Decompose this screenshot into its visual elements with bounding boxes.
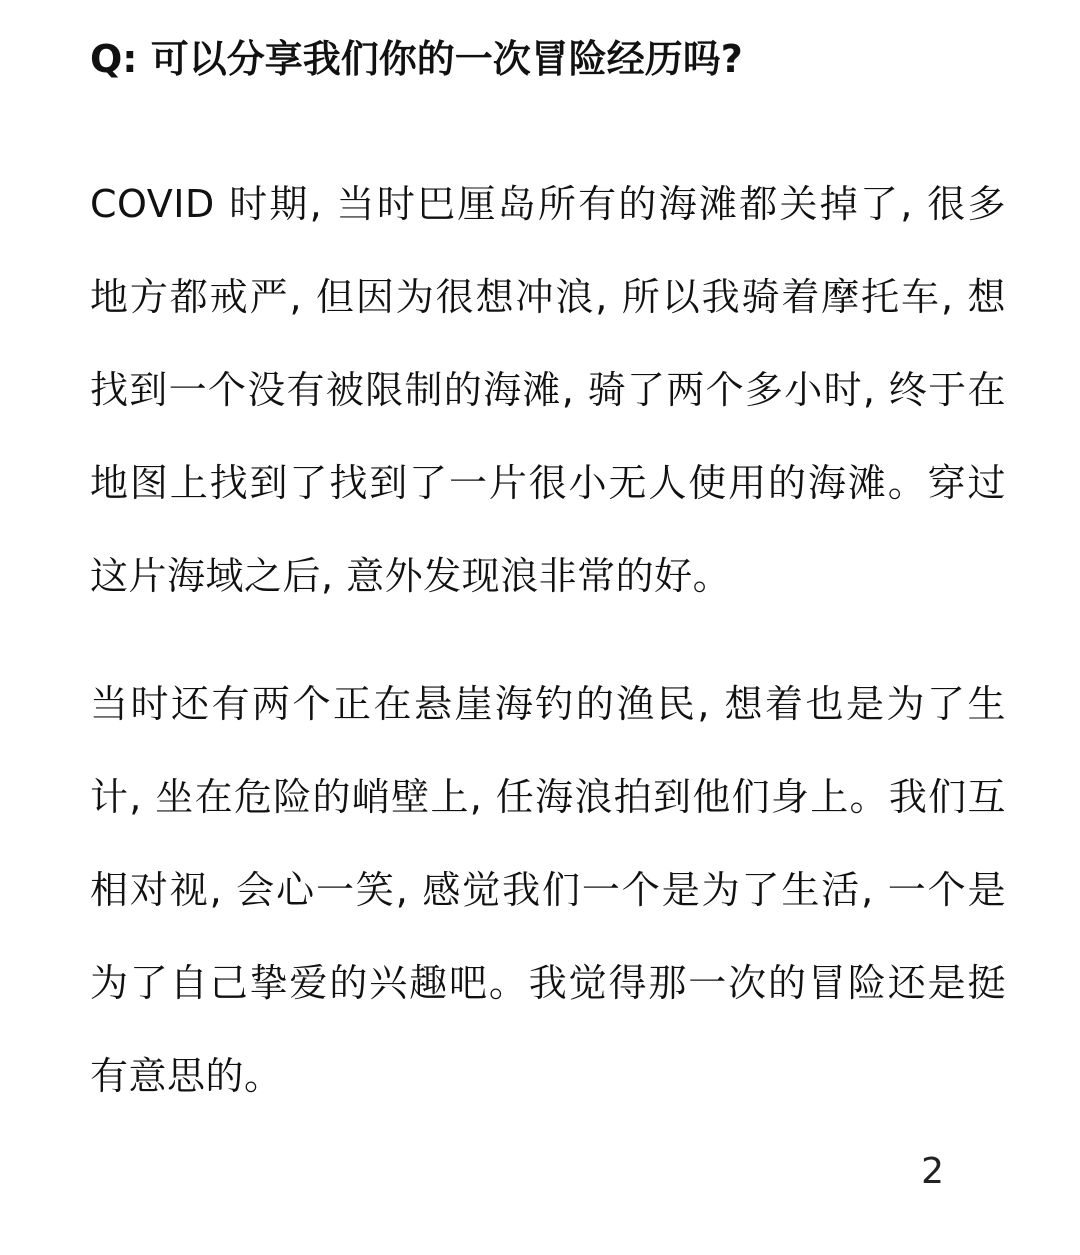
answer-paragraph-1: COVID 时期, 当时巴厘岛所有的海滩都关掉了, 很多地方都戒严, 但因为很想冲浪, 所以我骑着摩托车, 想找到一个没有被限制的海滩, 骑了两个多小时, 终于在地图上找到了找到了一片很小无人使用的海滩。穿过这片海域之后, 意外发现浪非常的好。 — [90, 182, 1006, 598]
question-heading: Q: 可以分享我们你的一次冒险经历吗? — [90, 37, 743, 81]
answer-paragraph-2: 当时还有两个正在悬崖海钓的渔民, 想着也是为了生计, 坐在危险的峭壁上, 任海浪拍到他们身上。我们互相对视, 会心一笑, 感觉我们一个是为了生活, 一个是为了自己挚爱的兴趣吧。我觉得那一次的冒险还是挺有意思的。 — [90, 682, 1006, 1098]
page-number: 2 — [921, 1151, 944, 1192]
